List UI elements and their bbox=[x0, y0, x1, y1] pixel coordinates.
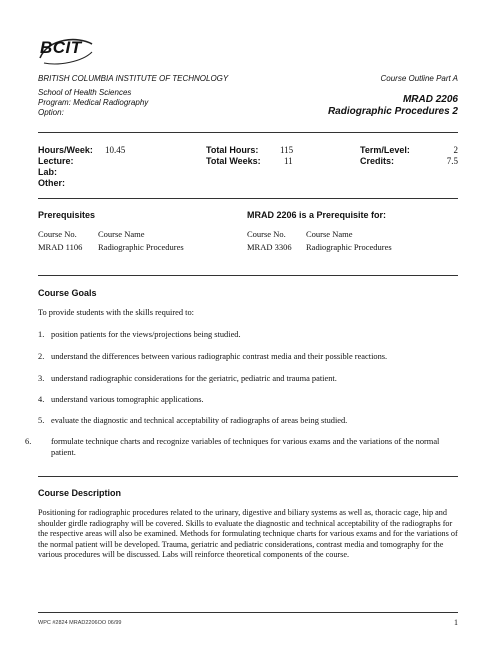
goal-item bbox=[25, 436, 458, 458]
course-code: MRAD 2206 bbox=[402, 94, 458, 105]
term-level-value: 2 bbox=[453, 145, 458, 155]
prereq-course-name: Radiographic Procedures bbox=[98, 242, 184, 252]
goal-number: 3. bbox=[38, 374, 45, 383]
goal-text: position patients for the views/projections being studied. bbox=[51, 330, 241, 339]
total-weeks-value: 11 bbox=[284, 156, 293, 166]
goal-text: understand radiographic considerations for the geriatric, pediatric and trauma patient. bbox=[51, 374, 337, 383]
goal-number: 6. bbox=[25, 437, 32, 446]
option-label: Option: bbox=[38, 108, 64, 117]
header-divider bbox=[38, 132, 458, 133]
term-level-label: Term/Level: bbox=[360, 145, 410, 155]
footer-divider bbox=[38, 612, 458, 613]
prereq-for-course-no: MRAD 3306 bbox=[247, 242, 292, 252]
goal-text: formulate technique charts and recognize variables of techniques for various exams and the variations of the normal patient. bbox=[51, 437, 440, 457]
goals-divider bbox=[38, 476, 458, 477]
bcit-logo: BCIT bbox=[40, 38, 82, 57]
hours-week-value: 10.45 bbox=[105, 145, 126, 155]
goal-text: understand the differences between various radiographic contrast media and their possible reactions. bbox=[51, 352, 388, 361]
prereq-course-no: MRAD 1106 bbox=[38, 242, 83, 252]
lecture-label: Lecture: bbox=[38, 156, 74, 166]
other-label: Other: bbox=[38, 178, 65, 188]
goal-item bbox=[38, 351, 458, 362]
prerequisites-heading: Prerequisites bbox=[38, 210, 96, 220]
course-goals-heading: Course Goals bbox=[38, 288, 97, 298]
total-hours-label: Total Hours: bbox=[206, 145, 259, 155]
prereq-for-col-no: Course No. bbox=[247, 229, 286, 239]
goal-number: 1. bbox=[38, 330, 45, 339]
goal-number: 5. bbox=[38, 416, 45, 425]
goal-item bbox=[38, 394, 458, 405]
outline-type: Course Outline Part A bbox=[380, 74, 458, 83]
hours-week-label: Hours/Week: bbox=[38, 145, 93, 155]
goal-number: 4. bbox=[38, 395, 45, 404]
prereq-for-col-name: Course Name bbox=[306, 229, 353, 239]
course-description-body: Positioning for radiographic procedures related to the urinary, digestive and biliary systems as well as, thoracic cage, hip and shoulder girdle radiography will be covered. Skills to evaluate the diagnostic and technical acceptability of the radiographs for the respective areas will also be examined. Methods for formulating technique charts for various exams and for the variations of the normal patient will be developed. Trauma, geriatric and pediatric considerations, contrast media and tomography for the various procedures will be discussed. Labs will reinforce theoretical components of the course. bbox=[38, 508, 458, 560]
footer-reference: WPC #2824 MRAD2206OO 06/99 bbox=[38, 620, 122, 626]
goal-text: evaluate the diagnostic and technical acceptability of radiographs of areas being studied. bbox=[51, 416, 348, 425]
program-name: Program: Medical Radiography bbox=[38, 98, 149, 107]
goal-item bbox=[38, 329, 458, 340]
prereq-for-heading: MRAD 2206 is a Prerequisite for: bbox=[247, 210, 387, 220]
course-description-heading: Course Description bbox=[38, 488, 122, 498]
prereq-col-no: Course No. bbox=[38, 229, 77, 239]
goal-item bbox=[38, 373, 458, 384]
lab-label: Lab: bbox=[38, 167, 57, 177]
prereq-col-name: Course Name bbox=[98, 229, 145, 239]
prereq-divider bbox=[38, 275, 458, 276]
total-hours-value: 115 bbox=[280, 145, 294, 155]
goal-text: understand various tomographic applications. bbox=[51, 395, 204, 404]
goal-item bbox=[38, 415, 458, 426]
prereq-for-course-name: Radiographic Procedures bbox=[306, 242, 392, 252]
page-number: 1 bbox=[454, 618, 458, 627]
hours-divider bbox=[38, 198, 458, 199]
course-title: Radiographic Procedures 2 bbox=[327, 106, 458, 117]
goal-number: 2. bbox=[38, 352, 45, 361]
institute-name: BRITISH COLUMBIA INSTITUTE OF TECHNOLOGY bbox=[38, 74, 229, 83]
credits-label: Credits: bbox=[360, 156, 395, 166]
credits-value: 7.5 bbox=[446, 156, 458, 166]
school-name: School of Health Sciences bbox=[38, 88, 132, 97]
total-weeks-label: Total Weeks: bbox=[206, 156, 261, 166]
course-goals-intro: To provide students with the skills required to: bbox=[38, 308, 194, 317]
